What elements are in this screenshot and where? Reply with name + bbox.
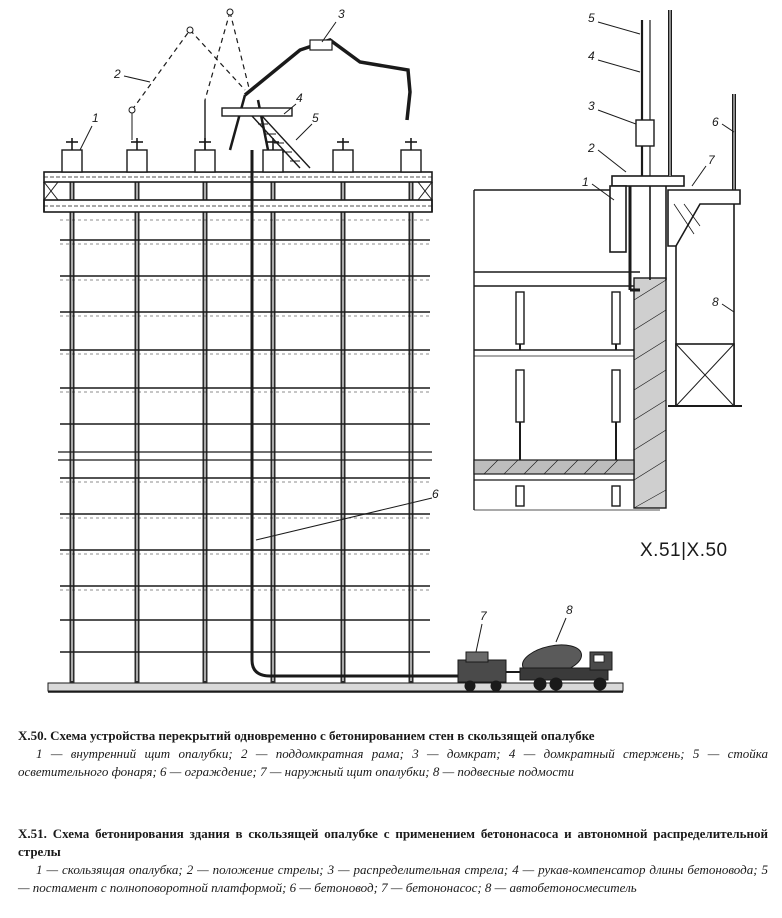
figure-label: X.51|X.50 [640, 540, 728, 561]
callout-right-5: 5 [588, 11, 595, 25]
caption-x50-title: X.50. Схема устройства перекрытий одновременно с бетонированием стен в скользящей опалубке [18, 728, 595, 743]
callout-right-7: 7 [708, 153, 715, 167]
callout-right-4: 4 [588, 49, 595, 63]
callout-right-3: 3 [588, 99, 595, 113]
caption-x50-legend: 1 — внутренний щит опалубки; 2 — поддомкратная рама; 3 — домкрат; 4 — домкратный стержень; 5 — стойка осветительного фонаря; 6 — ограждение; 7 — наружный щит опалубки; 8 — подвесные подмости [18, 746, 768, 779]
callout-right-6: 6 [712, 115, 719, 129]
caption-fig-x50 [18, 727, 768, 781]
callout-left-6: 6 [432, 487, 439, 501]
callout-left-7: 7 [480, 609, 487, 623]
callout-right-2: 2 [588, 141, 595, 155]
caption-x51-legend: 1 — скользящая опалубка; 2 — положение стрелы; 3 — распределительная стрела; 4 — рукав-компенсатор длины бетоновода; 5 — постамент с полноповоротной платформой; 6 — бетоновод; 7 — бетононасос; 8 — автобетоносмеситель [18, 862, 768, 895]
callout-left-1: 1 [92, 111, 99, 125]
callout-left-2: 2 [114, 67, 121, 81]
callout-left-4: 4 [296, 91, 303, 105]
formwork-detail [474, 10, 742, 510]
callout-left-8: 8 [566, 603, 573, 617]
caption-fig-x51 [18, 825, 768, 897]
callout-left-3: 3 [338, 7, 345, 21]
callout-right-8: 8 [712, 295, 719, 309]
callout-left-5: 5 [312, 111, 319, 125]
caption-x51-title: X.51. Схема бетонирования здания в скользящей опалубке с применением бетононасоса и автономной распределительной стрелы [18, 826, 768, 859]
callout-right-1: 1 [582, 175, 589, 189]
